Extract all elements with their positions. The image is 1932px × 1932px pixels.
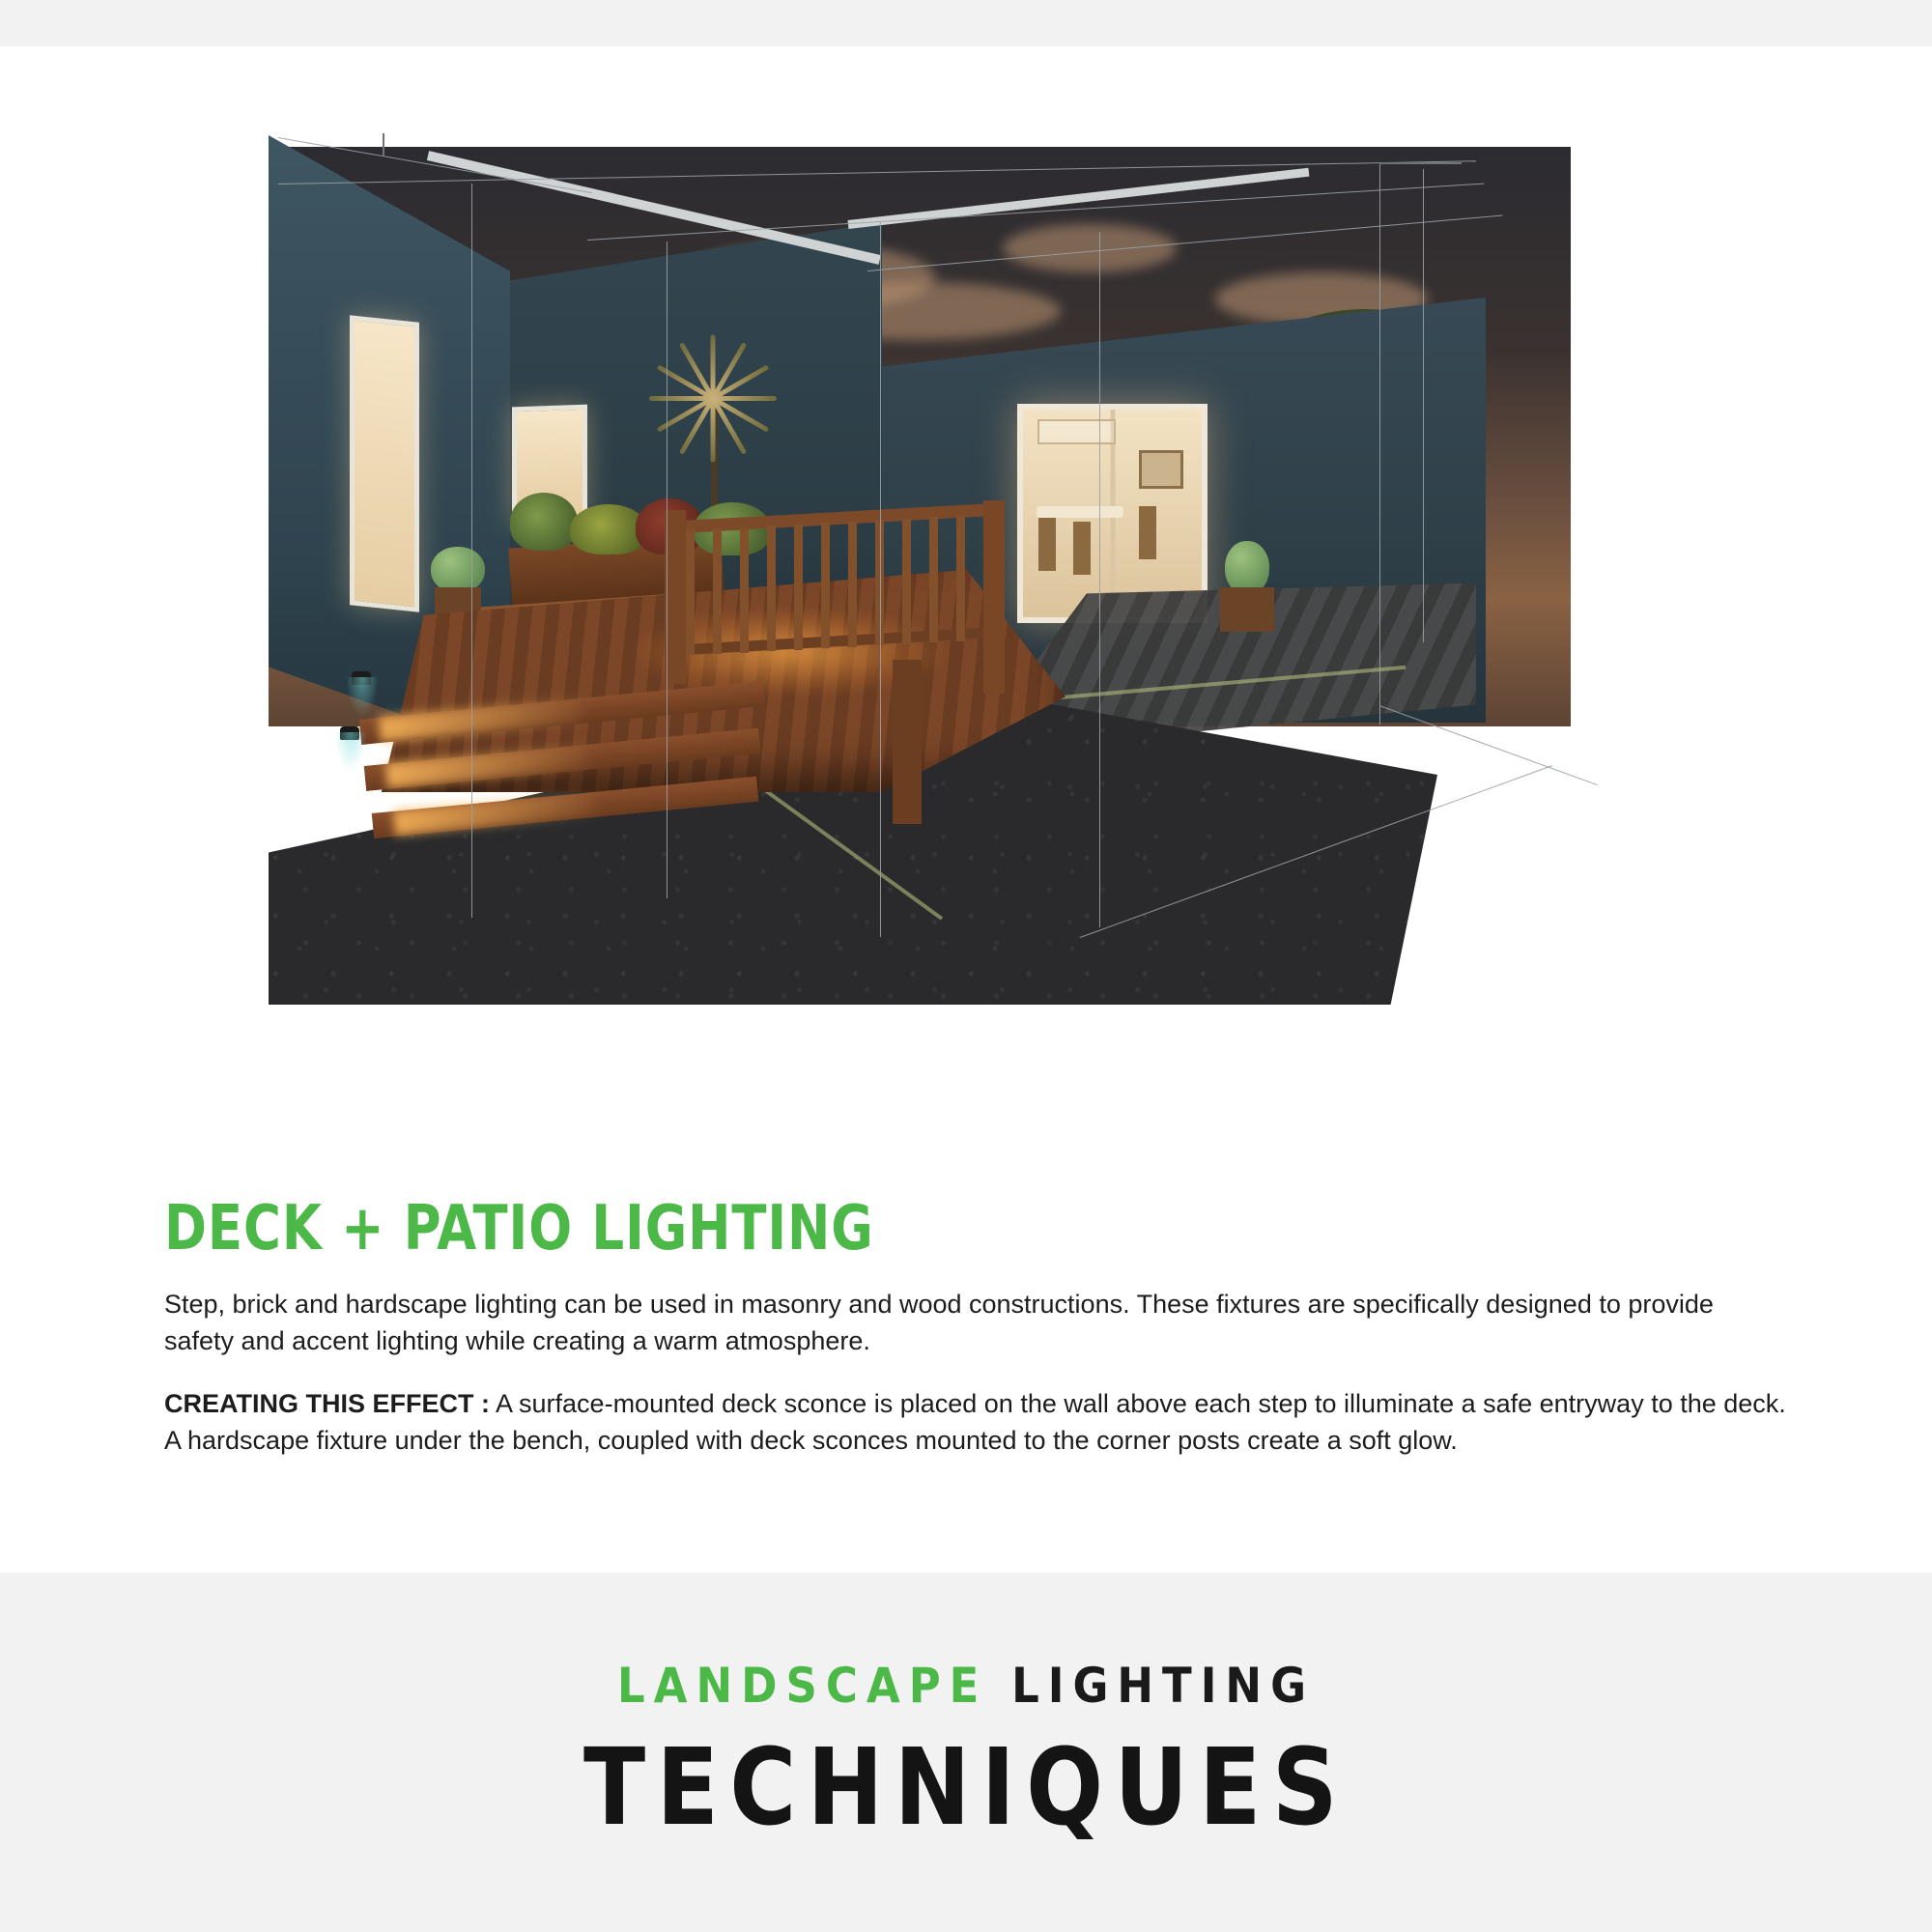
railing-corner-post [893, 660, 922, 824]
deck-sconce-icon [352, 671, 371, 685]
footer [0, 1573, 1932, 1932]
planter-pot [1220, 587, 1274, 632]
railing-baluster [929, 517, 938, 642]
deck-sconce-icon [340, 726, 359, 740]
effect-label: CREATING THIS EFFECT : [164, 1388, 490, 1418]
scene [269, 126, 1660, 1111]
deck-railing [665, 500, 1022, 810]
railing-baluster [686, 529, 695, 655]
page-title: DECK + PATIO LIGHTING [164, 1193, 874, 1264]
window [350, 315, 419, 612]
footer-title: TECHNIQUES [583, 1725, 1349, 1849]
palm-plant [653, 327, 779, 471]
shrub [510, 493, 578, 551]
guide-line [1379, 164, 1380, 724]
interior-chair [1038, 518, 1056, 571]
interior-picture [1139, 450, 1183, 489]
effect-paragraph [164, 1385, 1787, 1460]
cactus [431, 547, 485, 593]
railing-baluster [794, 525, 803, 650]
railing-baluster [767, 526, 776, 651]
guide-line [1099, 232, 1100, 927]
railing-post [665, 510, 686, 684]
effect-text: A surface-mounted deck sconce is placed on the wall above each step to illuminate a safe entryway to the deck. A hardscape fixture under the bench, coupled with deck sconces mounted to the corner posts create a soft glow. [164, 1388, 1786, 1455]
palm-frond [713, 396, 777, 401]
guide-line [1423, 169, 1424, 642]
guide-line [667, 242, 668, 898]
french-doors [1017, 404, 1208, 623]
guide-line [471, 184, 472, 918]
guide-tick [1379, 162, 1462, 164]
interior-chair [1139, 506, 1156, 559]
palm-frond [711, 399, 716, 463]
railing-baluster [902, 519, 911, 644]
palm-frond [649, 396, 713, 401]
railing-baluster [713, 528, 722, 654]
guide-tick [383, 133, 384, 156]
railing-baluster [956, 516, 965, 641]
railing-baluster [848, 522, 857, 647]
footer-word-lighting: LIGHTING [1011, 1658, 1315, 1714]
cloud [1003, 224, 1177, 272]
footer-word-landscape: LANDSCAPE [617, 1658, 988, 1714]
article-text-block [164, 1193, 1787, 1484]
deck-patio-night-rendering [269, 126, 1660, 1111]
footer-subtitle [0, 1658, 1932, 1714]
railing-baluster [821, 523, 830, 648]
interior-chair [1073, 522, 1091, 575]
interior-table [1037, 506, 1123, 518]
railing-baluster [740, 527, 749, 653]
intro-paragraph: Step, brick and hardscape lighting can be used in masonry and wood constructions. These fixtures are specifically designed to provide safety and accent lighting while creating a warm atmosphere. [164, 1290, 1714, 1356]
guide-line [880, 222, 881, 937]
door-transom [1037, 419, 1117, 444]
railing-post [983, 500, 1005, 694]
